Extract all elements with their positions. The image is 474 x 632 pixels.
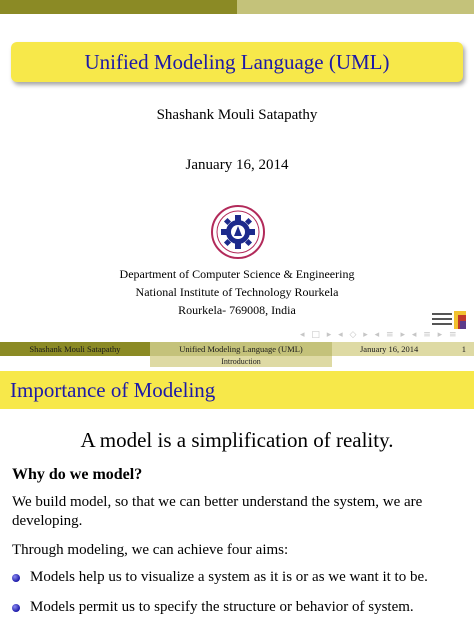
section-indicator[interactable]: Introduction — [150, 356, 332, 367]
question-heading: Why do we model? — [12, 466, 143, 483]
footer-bar — [0, 342, 474, 356]
affiliation — [0, 265, 474, 319]
title-box — [11, 42, 463, 82]
footer-author: Shashank Mouli Satapathy — [0, 342, 150, 356]
top-band — [0, 0, 474, 14]
footer-date: January 16, 2014 — [360, 344, 419, 354]
institute-seal-icon — [210, 204, 266, 260]
frame-title: Importance of Modeling — [10, 378, 216, 402]
author-name: Shashank Mouli Satapathy — [156, 107, 318, 123]
footer-date-page — [332, 342, 474, 356]
dept-line-3: Rourkela- 769008, India — [178, 303, 296, 317]
frame-title-bar — [0, 371, 474, 409]
dept-line-1: Department of Computer Science & Engineering — [119, 267, 355, 281]
bullet-icon — [12, 604, 20, 612]
bullet-text: Models permit us to specify the structure or behavior of system. — [30, 599, 414, 615]
institute-logo-icon — [430, 305, 468, 335]
paragraph-2: Through modeling, we can achieve four aims: — [12, 542, 289, 558]
key-statement: A model is a simplification of reality. — [80, 428, 394, 452]
bullet-icon — [12, 574, 20, 582]
footer-title: Unified Modeling Language (UML) — [150, 342, 332, 356]
bullet-text: Models help us to visualize a system as it is or as we want it to be. — [30, 569, 428, 585]
footer-page-number: 1 — [461, 344, 466, 354]
top-band-right — [237, 0, 474, 14]
slide-title: Unified Modeling Language (UML) — [84, 49, 390, 74]
top-band-left — [0, 0, 237, 14]
presentation-date: January 16, 2014 — [185, 157, 289, 173]
beamer-navigation-controls[interactable]: ◂ □ ▸ ◂ ◇ ▸ ◂ ≡ ▸ ◂ ≡ ▸ ≡ — [300, 330, 459, 340]
paragraph-1: We build model, so that we can better understand the system, we are developing. — [12, 494, 423, 529]
bullet-item — [30, 599, 414, 616]
dept-line-2: National Institute of Technology Rourkela — [135, 285, 339, 299]
bullet-item — [30, 569, 428, 586]
